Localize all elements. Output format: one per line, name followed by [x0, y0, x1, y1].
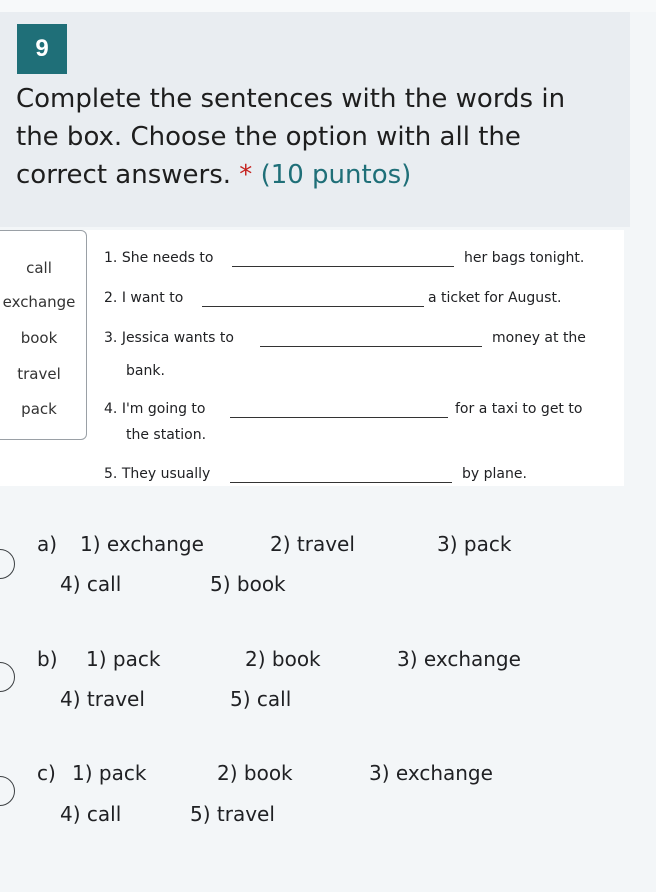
- word-travel: travel: [17, 365, 61, 383]
- option-c-item-5: 5) travel: [190, 802, 275, 826]
- word-pack: pack: [21, 400, 57, 418]
- sentence-after: by plane.: [462, 466, 527, 482]
- option-b-letter[interactable]: b): [37, 647, 58, 671]
- option-b-item-1: 1) pack: [86, 647, 161, 671]
- option-b-item-3: 3) exchange: [397, 647, 521, 671]
- option-c-radio[interactable]: [0, 776, 15, 806]
- sentence-after: for a taxi to get to: [455, 401, 583, 417]
- sentence-continuation: the station.: [126, 427, 207, 443]
- required-mark: *: [239, 160, 253, 190]
- option-b-item-2: 2) book: [245, 647, 321, 671]
- option-c-item-1: 1) pack: [72, 761, 147, 785]
- option-c-item-4: 4) call: [60, 802, 122, 826]
- sentence-number: 5.: [104, 466, 118, 482]
- option-b-radio[interactable]: [0, 662, 15, 692]
- option-c-letter[interactable]: c): [37, 761, 56, 785]
- top-strip: [0, 0, 656, 12]
- option-a-item-3: 3) pack: [437, 532, 512, 556]
- sentence-after: money at the: [492, 330, 586, 346]
- blank-line: [202, 306, 424, 307]
- blank-line: [230, 417, 448, 418]
- sentence-number: 2.: [104, 290, 118, 306]
- word-box: [0, 230, 87, 440]
- question-header: [0, 12, 630, 227]
- points-label: (10 puntos): [260, 160, 412, 190]
- exercise-image: [0, 230, 624, 486]
- option-b-item-4: 4) travel: [60, 687, 145, 711]
- sentence-number: 3.: [104, 330, 118, 346]
- sentence-before: I want to: [121, 290, 184, 306]
- question-title: [16, 80, 606, 194]
- sentence-3: [104, 330, 234, 346]
- option-b-item-5: 5) call: [230, 687, 292, 711]
- sentence-4: [104, 401, 205, 417]
- blank-line: [260, 346, 482, 347]
- option-a-radio[interactable]: [0, 549, 15, 579]
- sentence-after: a ticket for August.: [428, 290, 562, 306]
- option-a-item-5: 5) book: [210, 572, 286, 596]
- option-c-item-2: 2) book: [217, 761, 293, 785]
- question-number: 9: [17, 24, 67, 74]
- sentence-5: [104, 466, 210, 482]
- sentence-after: her bags tonight.: [464, 250, 585, 266]
- option-a-letter[interactable]: a): [37, 532, 58, 556]
- sentence-1: [104, 250, 213, 266]
- sentence-2: [104, 290, 183, 306]
- word-call: call: [26, 259, 52, 277]
- option-a-item-1: 1) exchange: [80, 532, 204, 556]
- option-a-item-4: 4) call: [60, 572, 122, 596]
- blank-line: [232, 266, 454, 267]
- question-text: Complete the sentences with the words in the box. Choose the option with all the correct answers.: [16, 84, 566, 190]
- word-book: book: [20, 329, 58, 347]
- sentence-before: Jessica wants to: [121, 330, 234, 346]
- sentence-number: 4.: [104, 401, 118, 417]
- word-exchange: exchange: [2, 293, 76, 311]
- sentence-before: They usually: [121, 466, 211, 482]
- sentence-number: 1.: [104, 250, 118, 266]
- option-c-item-3: 3) exchange: [369, 761, 493, 785]
- sentence-before: She needs to: [121, 250, 214, 266]
- option-a-item-2: 2) travel: [270, 532, 355, 556]
- sentence-before: I'm going to: [121, 401, 206, 417]
- sentence-continuation: bank.: [126, 363, 165, 379]
- blank-line: [230, 482, 452, 483]
